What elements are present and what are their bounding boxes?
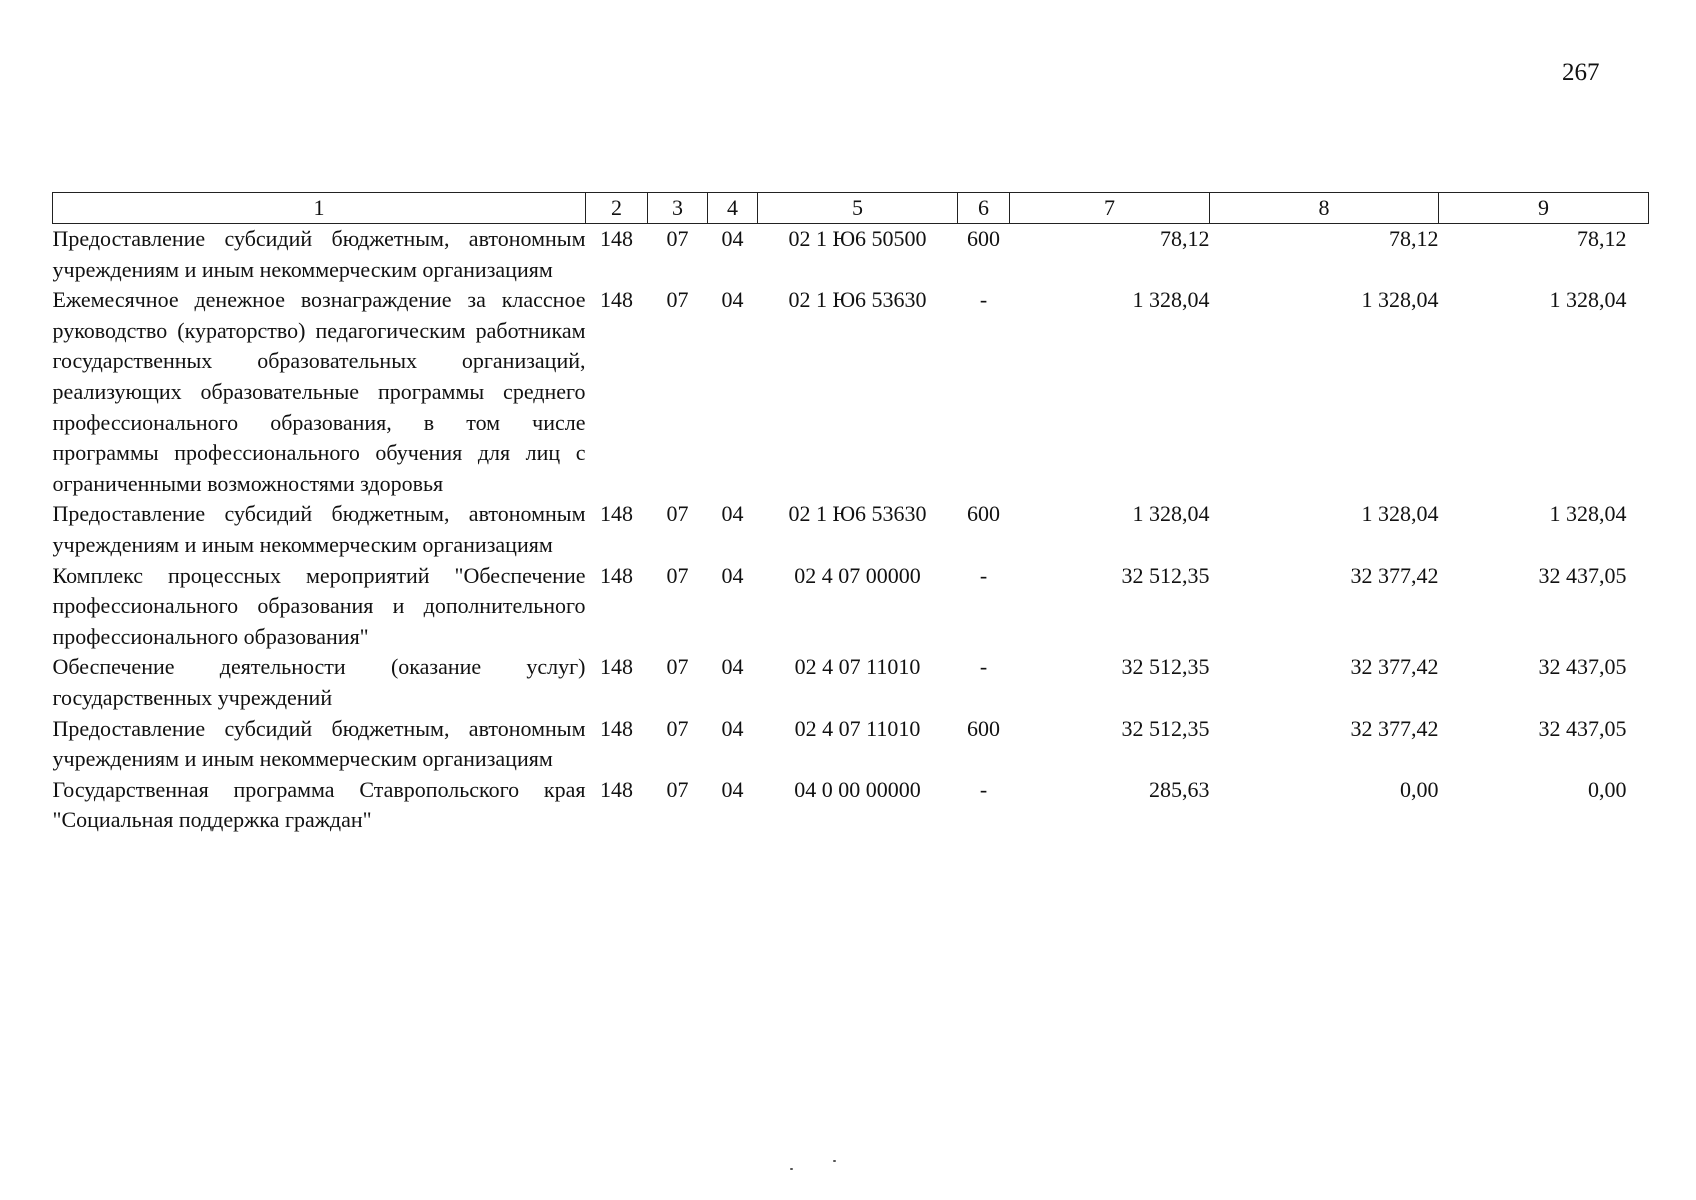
row-description: Предоставление субсидий бюджетным, автономным учреждениям и иным некоммерческим организациям <box>52 715 586 772</box>
subsection-code: 04 <box>721 226 744 251</box>
column-header: 3 <box>648 193 708 224</box>
expense-type-code: 600 <box>967 501 1000 527</box>
row-description: Ежемесячное денежное вознаграждение за классное руководство (кураторство) педагогическим работникам государственных образовательных организаций, реализующих образовательные программы среднего профессионального образования, в том числе программы профессионального обучения для лиц с ограниченными возможностями здоровья <box>52 287 586 496</box>
section-code: 07 <box>666 287 689 313</box>
row-description: Обеспечение деятельности (оказание услуг) государственных учреждений <box>52 654 586 710</box>
amount-col8: 32 377,42 <box>1350 562 1439 588</box>
expense-type-code: - <box>979 562 988 588</box>
row-description: Предоставление субсидий бюджетным, автономным учреждениям и иным некоммерческим организациям <box>52 226 586 282</box>
target-article-code: 04 0 00 00000 <box>794 776 921 802</box>
section-code: 07 <box>666 776 689 802</box>
scan-speck <box>790 1168 793 1170</box>
section-code: 07 <box>666 226 689 251</box>
page-number: 267 <box>1562 59 1600 86</box>
subsection-code: 04 <box>721 501 744 527</box>
table-row <box>53 561 1649 653</box>
target-article-code: 02 4 07 11010 <box>794 715 921 741</box>
amount-col7: 32 512,35 <box>1121 715 1210 741</box>
amount-col9: 1 328,04 <box>1549 501 1627 527</box>
subsection-code: 04 <box>721 562 744 588</box>
expense-type-code: 600 <box>967 715 1000 741</box>
section-code: 07 <box>666 501 689 527</box>
column-header: 8 <box>1210 193 1439 224</box>
expense-type-code: - <box>979 776 988 802</box>
ministry-code: 148 <box>600 226 633 251</box>
amount-col7: 32 512,35 <box>1121 562 1210 588</box>
table-row <box>53 652 1649 713</box>
budget-table <box>52 192 1649 836</box>
amount-col8: 32 377,42 <box>1350 715 1439 741</box>
amount-col9: 0,00 <box>1588 776 1627 802</box>
amount-col8: 1 328,04 <box>1361 287 1439 313</box>
column-header: 7 <box>1010 193 1210 224</box>
amount-col9: 32 437,05 <box>1538 562 1627 588</box>
amount-col9: 1 328,04 <box>1549 287 1627 313</box>
ministry-code: 148 <box>600 562 633 588</box>
target-article-code: 02 1 Ю6 50500 <box>788 226 927 251</box>
section-code: 07 <box>666 654 689 680</box>
column-header: 4 <box>708 193 758 224</box>
amount-col7: 285,63 <box>1149 776 1210 802</box>
amount-col7: 1 328,04 <box>1132 501 1210 527</box>
ministry-code: 148 <box>600 776 633 802</box>
target-article-code: 02 4 07 11010 <box>794 654 921 680</box>
subsection-code: 04 <box>721 715 744 741</box>
amount-col8: 32 377,42 <box>1350 654 1439 680</box>
amount-col8: 0,00 <box>1400 776 1439 802</box>
expense-type-code: - <box>979 287 988 313</box>
amount-col9: 32 437,05 <box>1538 715 1627 741</box>
column-header: 1 <box>53 193 586 224</box>
ministry-code: 148 <box>600 654 633 680</box>
ministry-code: 148 <box>600 501 633 527</box>
row-description: Комплекс процессных мероприятий "Обеспечение профессионального образования и дополнительного профессионального образования" <box>52 562 586 649</box>
expense-type-code: - <box>979 654 988 680</box>
target-article-code: 02 4 07 00000 <box>794 562 921 588</box>
table-row <box>53 775 1649 836</box>
column-header: 2 <box>586 193 648 224</box>
scan-speck <box>833 1160 836 1162</box>
amount-col7: 32 512,35 <box>1121 654 1210 680</box>
amount-col9: 78,12 <box>1577 226 1627 251</box>
table-row <box>53 285 1649 499</box>
amount-col9: 32 437,05 <box>1538 654 1627 680</box>
table-row <box>53 224 1649 286</box>
table-row <box>53 714 1649 775</box>
amount-col8: 1 328,04 <box>1361 501 1439 527</box>
subsection-code: 04 <box>721 654 744 680</box>
amount-col7: 78,12 <box>1160 226 1210 251</box>
ministry-code: 148 <box>600 715 633 741</box>
target-article-code: 02 1 Ю6 53630 <box>788 287 927 313</box>
ministry-code: 148 <box>600 287 633 313</box>
amount-col7: 1 328,04 <box>1132 287 1210 313</box>
section-code: 07 <box>666 715 689 741</box>
section-code: 07 <box>666 562 689 588</box>
row-description: Предоставление субсидий бюджетным, автономным учреждениям и иным некоммерческим организациям <box>52 501 586 557</box>
subsection-code: 04 <box>721 776 744 802</box>
subsection-code: 04 <box>721 287 744 313</box>
column-header: 5 <box>758 193 958 224</box>
row-description: Государственная программа Ставропольского края "Социальная поддержка граждан" <box>52 776 586 833</box>
target-article-code: 02 1 Ю6 53630 <box>788 501 927 527</box>
column-header: 6 <box>958 193 1010 224</box>
table-row <box>53 499 1649 560</box>
column-header: 9 <box>1439 193 1649 224</box>
table-header-row <box>53 193 1649 224</box>
expense-type-code: 600 <box>967 226 1000 251</box>
amount-col8: 78,12 <box>1389 226 1439 251</box>
